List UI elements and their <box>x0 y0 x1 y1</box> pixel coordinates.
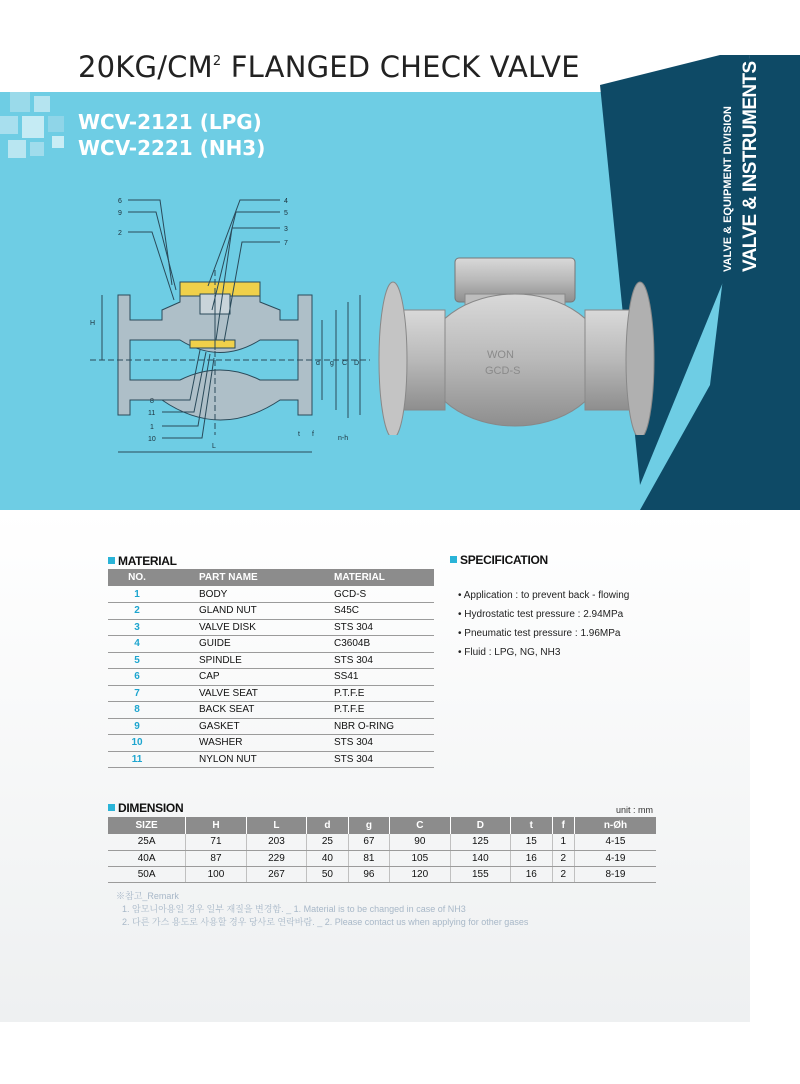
dim-H: H <box>90 320 96 327</box>
dim-g: g <box>330 360 334 367</box>
dimension-cell: 16 <box>511 850 552 866</box>
dimension-cell: 100 <box>186 866 246 882</box>
remark-line-1: 1. 암모니아용일 경우 일부 재질을 변경함. _ 1. Material is to be changed in case of NH3 <box>122 904 466 914</box>
remark-title: ※참고_Remark <box>116 891 179 901</box>
material-value-cell: GCD-S <box>293 586 434 603</box>
material-no-cell: 3 <box>108 619 166 636</box>
material-no-cell: 1 <box>108 586 166 603</box>
dim-d: d <box>316 360 320 367</box>
dimension-cell: 40 <box>307 850 348 866</box>
material-no-cell: 10 <box>108 735 166 752</box>
dimension-cell: 90 <box>390 834 450 850</box>
photo-marking-gcds: GCD-S <box>485 365 521 377</box>
square-bullet-icon <box>108 804 115 811</box>
material-row <box>108 751 434 768</box>
division-label: VALVE & EQUIPMENT DIVISION <box>722 106 734 272</box>
unit-label: unit : mm <box>616 805 654 815</box>
material-part-cell: BACK SEAT <box>166 702 293 719</box>
material-value-cell: STS 304 <box>293 751 434 768</box>
spec-fluid: • Fluid : LPG, NG, NH3 <box>458 647 561 658</box>
dimension-cell: 40A <box>108 850 186 866</box>
material-value-cell: SS41 <box>293 669 434 686</box>
dimension-cell: 16 <box>511 866 552 882</box>
dimension-cell: 120 <box>390 866 450 882</box>
callout-3: 3 <box>284 226 288 233</box>
model-lpg: WCV-2121 (LPG) <box>78 110 262 134</box>
dimension-cell: 2 <box>552 866 574 882</box>
material-part-cell: BODY <box>166 586 293 603</box>
dimension-cell: 125 <box>450 834 510 850</box>
material-row <box>108 603 434 620</box>
material-value-cell: STS 304 <box>293 735 434 752</box>
material-row <box>108 619 434 636</box>
dim-C: C <box>342 360 348 367</box>
material-row <box>108 586 434 603</box>
dimension-cell: 267 <box>246 866 306 882</box>
callout-11: 11 <box>148 410 156 417</box>
callout-1: 1 <box>150 424 154 431</box>
dimension-cell: 2 <box>552 850 574 866</box>
dimension-row <box>108 850 656 866</box>
dimension-col-2: L <box>246 817 306 834</box>
material-no-cell: 6 <box>108 669 166 686</box>
material-no-cell: 4 <box>108 636 166 653</box>
callout-8: 8 <box>150 398 154 405</box>
callout-4: 4 <box>284 198 288 205</box>
material-part-cell: GASKET <box>166 718 293 735</box>
material-row <box>108 702 434 719</box>
dimension-heading <box>108 801 183 815</box>
dimension-cell: 71 <box>186 834 246 850</box>
material-value-cell: P.T.F.E <box>293 685 434 702</box>
title-superscript: 2 <box>212 54 222 69</box>
material-part-cell: VALVE SEAT <box>166 685 293 702</box>
title-rest: FLANGED CHECK VALVE <box>221 50 580 84</box>
dimension-row <box>108 834 656 850</box>
valve-section-drawing <box>90 190 370 460</box>
material-row <box>108 685 434 702</box>
valve-photo <box>375 250 665 435</box>
brand-label: VALVE & INSTRUMENTS <box>740 61 761 272</box>
specification-heading <box>450 553 548 567</box>
material-part-cell: WASHER <box>166 735 293 752</box>
pixel-decoration <box>0 92 80 172</box>
dimension-col-8: f <box>552 817 574 834</box>
material-no-cell: 8 <box>108 702 166 719</box>
material-value-cell: C3604B <box>293 636 434 653</box>
dimension-cell: 1 <box>552 834 574 850</box>
dimension-heading-text: DIMENSION <box>118 801 184 815</box>
material-part-cell: CAP <box>166 669 293 686</box>
dimension-cell: 25 <box>307 834 348 850</box>
dimension-col-9: n-Øh <box>574 817 656 834</box>
dim-nh: n-h <box>338 435 349 442</box>
specification-heading-text: SPECIFICATION <box>460 553 548 567</box>
material-row <box>108 669 434 686</box>
material-value-cell: S45C <box>293 603 434 620</box>
dimension-col-7: t <box>511 817 552 834</box>
dimension-cell: 50 <box>307 866 348 882</box>
material-value-cell: STS 304 <box>293 619 434 636</box>
remark-line-2: 2. 다른 가스 용도로 사용할 경우 당사로 연락바람. _ 2. Please contact us when applying for other gases <box>122 917 529 927</box>
dimension-col-3: d <box>307 817 348 834</box>
specification-list <box>458 586 629 662</box>
dimension-cell: 81 <box>348 850 389 866</box>
dimension-header-row <box>108 817 656 834</box>
material-no-cell: 11 <box>108 751 166 768</box>
dim-f: f <box>312 431 314 438</box>
col-no: NO. <box>108 569 166 586</box>
callout-2: 2 <box>118 230 122 237</box>
col-material: MATERIAL <box>293 569 434 586</box>
dimension-table <box>108 817 656 883</box>
spec-hydrostatic: • Hydrostatic test pressure : 2.94MPa <box>458 609 624 620</box>
callout-9: 9 <box>118 210 122 217</box>
material-value-cell: NBR O-RING <box>293 718 434 735</box>
title-main: 20KG/CM <box>78 50 213 84</box>
material-part-cell: NYLON NUT <box>166 751 293 768</box>
dimension-col-1: H <box>186 817 246 834</box>
material-value-cell: STS 304 <box>293 652 434 669</box>
dimension-cell: 140 <box>450 850 510 866</box>
dimension-col-0: SIZE <box>108 817 186 834</box>
dimension-cell: 15 <box>511 834 552 850</box>
dimension-cell: 25A <box>108 834 186 850</box>
dimension-cell: 4-19 <box>574 850 656 866</box>
dimension-col-4: g <box>348 817 389 834</box>
callout-5: 5 <box>284 210 288 217</box>
dimension-cell: 67 <box>348 834 389 850</box>
material-no-cell: 9 <box>108 718 166 735</box>
page-title <box>78 50 580 84</box>
dimension-cell: 203 <box>246 834 306 850</box>
material-table <box>108 569 434 768</box>
material-value-cell: P.T.F.E <box>293 702 434 719</box>
spec-pneumatic: • Pneumatic test pressure : 1.96MPa <box>458 628 621 639</box>
material-part-cell: GUIDE <box>166 636 293 653</box>
model-nh3: WCV-2221 (NH3) <box>78 136 266 160</box>
callout-7: 7 <box>284 240 288 247</box>
material-no-cell: 5 <box>108 652 166 669</box>
dimension-col-5: C <box>390 817 450 834</box>
material-part-cell: GLAND NUT <box>166 603 293 620</box>
dimension-row <box>108 866 656 882</box>
spec-application: • Application : to prevent back - flowing <box>458 590 630 601</box>
material-row <box>108 652 434 669</box>
dim-L: L <box>212 443 216 450</box>
material-header-row <box>108 569 434 586</box>
photo-marking-won: WON <box>487 349 514 361</box>
material-row <box>108 735 434 752</box>
dimension-cell: 4-15 <box>574 834 656 850</box>
material-no-cell: 7 <box>108 685 166 702</box>
material-no-cell: 2 <box>108 603 166 620</box>
dimension-cell: 155 <box>450 866 510 882</box>
dimension-cell: 96 <box>348 866 389 882</box>
material-heading-text: MATERIAL <box>118 554 177 568</box>
col-part-name: PART NAME <box>166 569 293 586</box>
dimension-col-6: D <box>450 817 510 834</box>
dimension-cell: 105 <box>390 850 450 866</box>
material-row <box>108 718 434 735</box>
dimension-cell: 8-19 <box>574 866 656 882</box>
material-part-cell: VALVE DISK <box>166 619 293 636</box>
callout-6: 6 <box>118 198 122 205</box>
dimension-cell: 87 <box>186 850 246 866</box>
square-bullet-icon <box>450 556 457 563</box>
dim-D: D <box>354 360 360 367</box>
square-bullet-icon <box>108 557 115 564</box>
callout-10: 10 <box>148 436 156 443</box>
dimension-cell: 229 <box>246 850 306 866</box>
material-heading <box>108 554 177 568</box>
dim-t: t <box>298 431 300 438</box>
material-row <box>108 636 434 653</box>
dimension-cell: 50A <box>108 866 186 882</box>
material-part-cell: SPINDLE <box>166 652 293 669</box>
